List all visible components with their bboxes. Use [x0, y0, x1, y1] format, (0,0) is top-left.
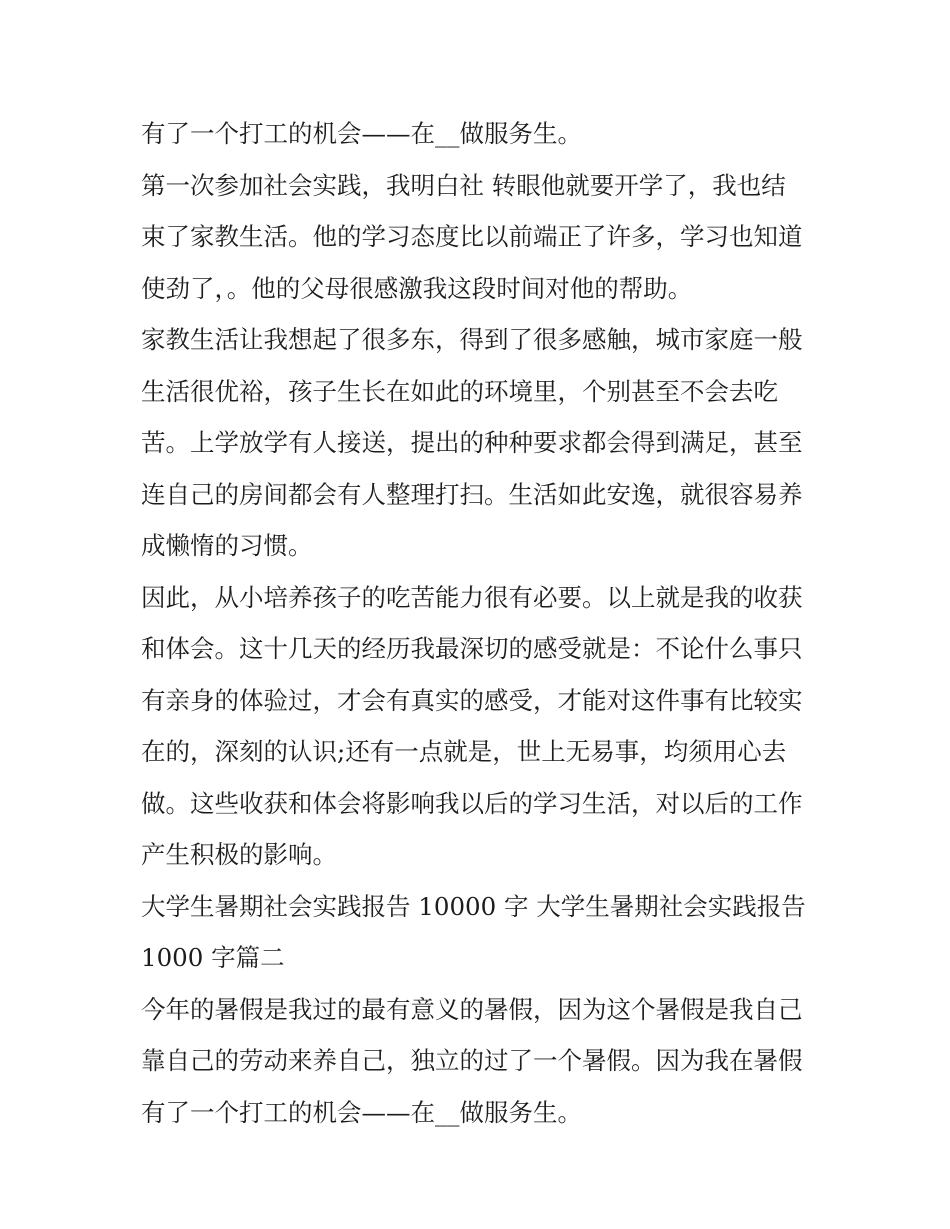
text-line: 做。这些收获和体会将影响我以后的学习生活，对以后的工作 — [141, 788, 803, 818]
text-line: 第一次参加社会实践，我明白社 转眼他就要开学了，我也结 — [141, 170, 786, 200]
text-line: 连自己的房间都会有人整理打扫。生活如此安逸，就很容易养 — [141, 479, 803, 509]
text-line: 有了一个打工的机会——在__做服务生。 — [141, 119, 582, 148]
text-line: 今年的暑假是我过的最有意义的暑假，因为这个暑假是我自己 — [141, 994, 803, 1024]
text-line: 成懒惰的习惯。 — [141, 531, 313, 560]
text-line: 在的，深刻的认识;还有一点就是，世上无易事，均须用心去 — [141, 737, 787, 766]
text-line: 生活很优裕，孩子生长在如此的环境里，个别甚至不会去吃 — [141, 376, 778, 406]
section-heading-line: 大学生暑期社会实践报告 10000 字 大学生暑期社会实践报告 — [141, 891, 806, 921]
text-line: 和体会。这十几天的经历我最深切的感受就是：不论什么事只 — [141, 634, 803, 663]
text-line: 束了家教生活。他的学习态度比以前端正了许多，学习也知道 — [141, 222, 803, 251]
text-line: 有亲身的体验过，才会有真实的感受，才能对这件事有比较实 — [141, 685, 803, 715]
text-line: 有了一个打工的机会——在__做服务生。 — [141, 1097, 582, 1127]
text-line: 产生积极的影响。 — [141, 840, 337, 869]
text-line: 因此，从小培养孩子的吃苦能力很有必要。以上就是我的收获 — [141, 582, 803, 612]
document-body — [141, 108, 816, 1138]
text-line: 靠自己的劳动来养自己，独立的过了一个暑假。因为我在暑假 — [141, 1046, 803, 1075]
text-line: 家教生活让我想起了很多东，得到了很多感触，城市家庭一般 — [141, 325, 803, 354]
text-line: 使劲了，。他的父母很感激我这段时间对他的帮助。 — [141, 273, 693, 303]
section-heading-line: 1000 字篇二 — [141, 943, 285, 972]
text-line: 苦。上学放学有人接送，提出的种种要求都会得到满足，甚至 — [141, 428, 803, 457]
